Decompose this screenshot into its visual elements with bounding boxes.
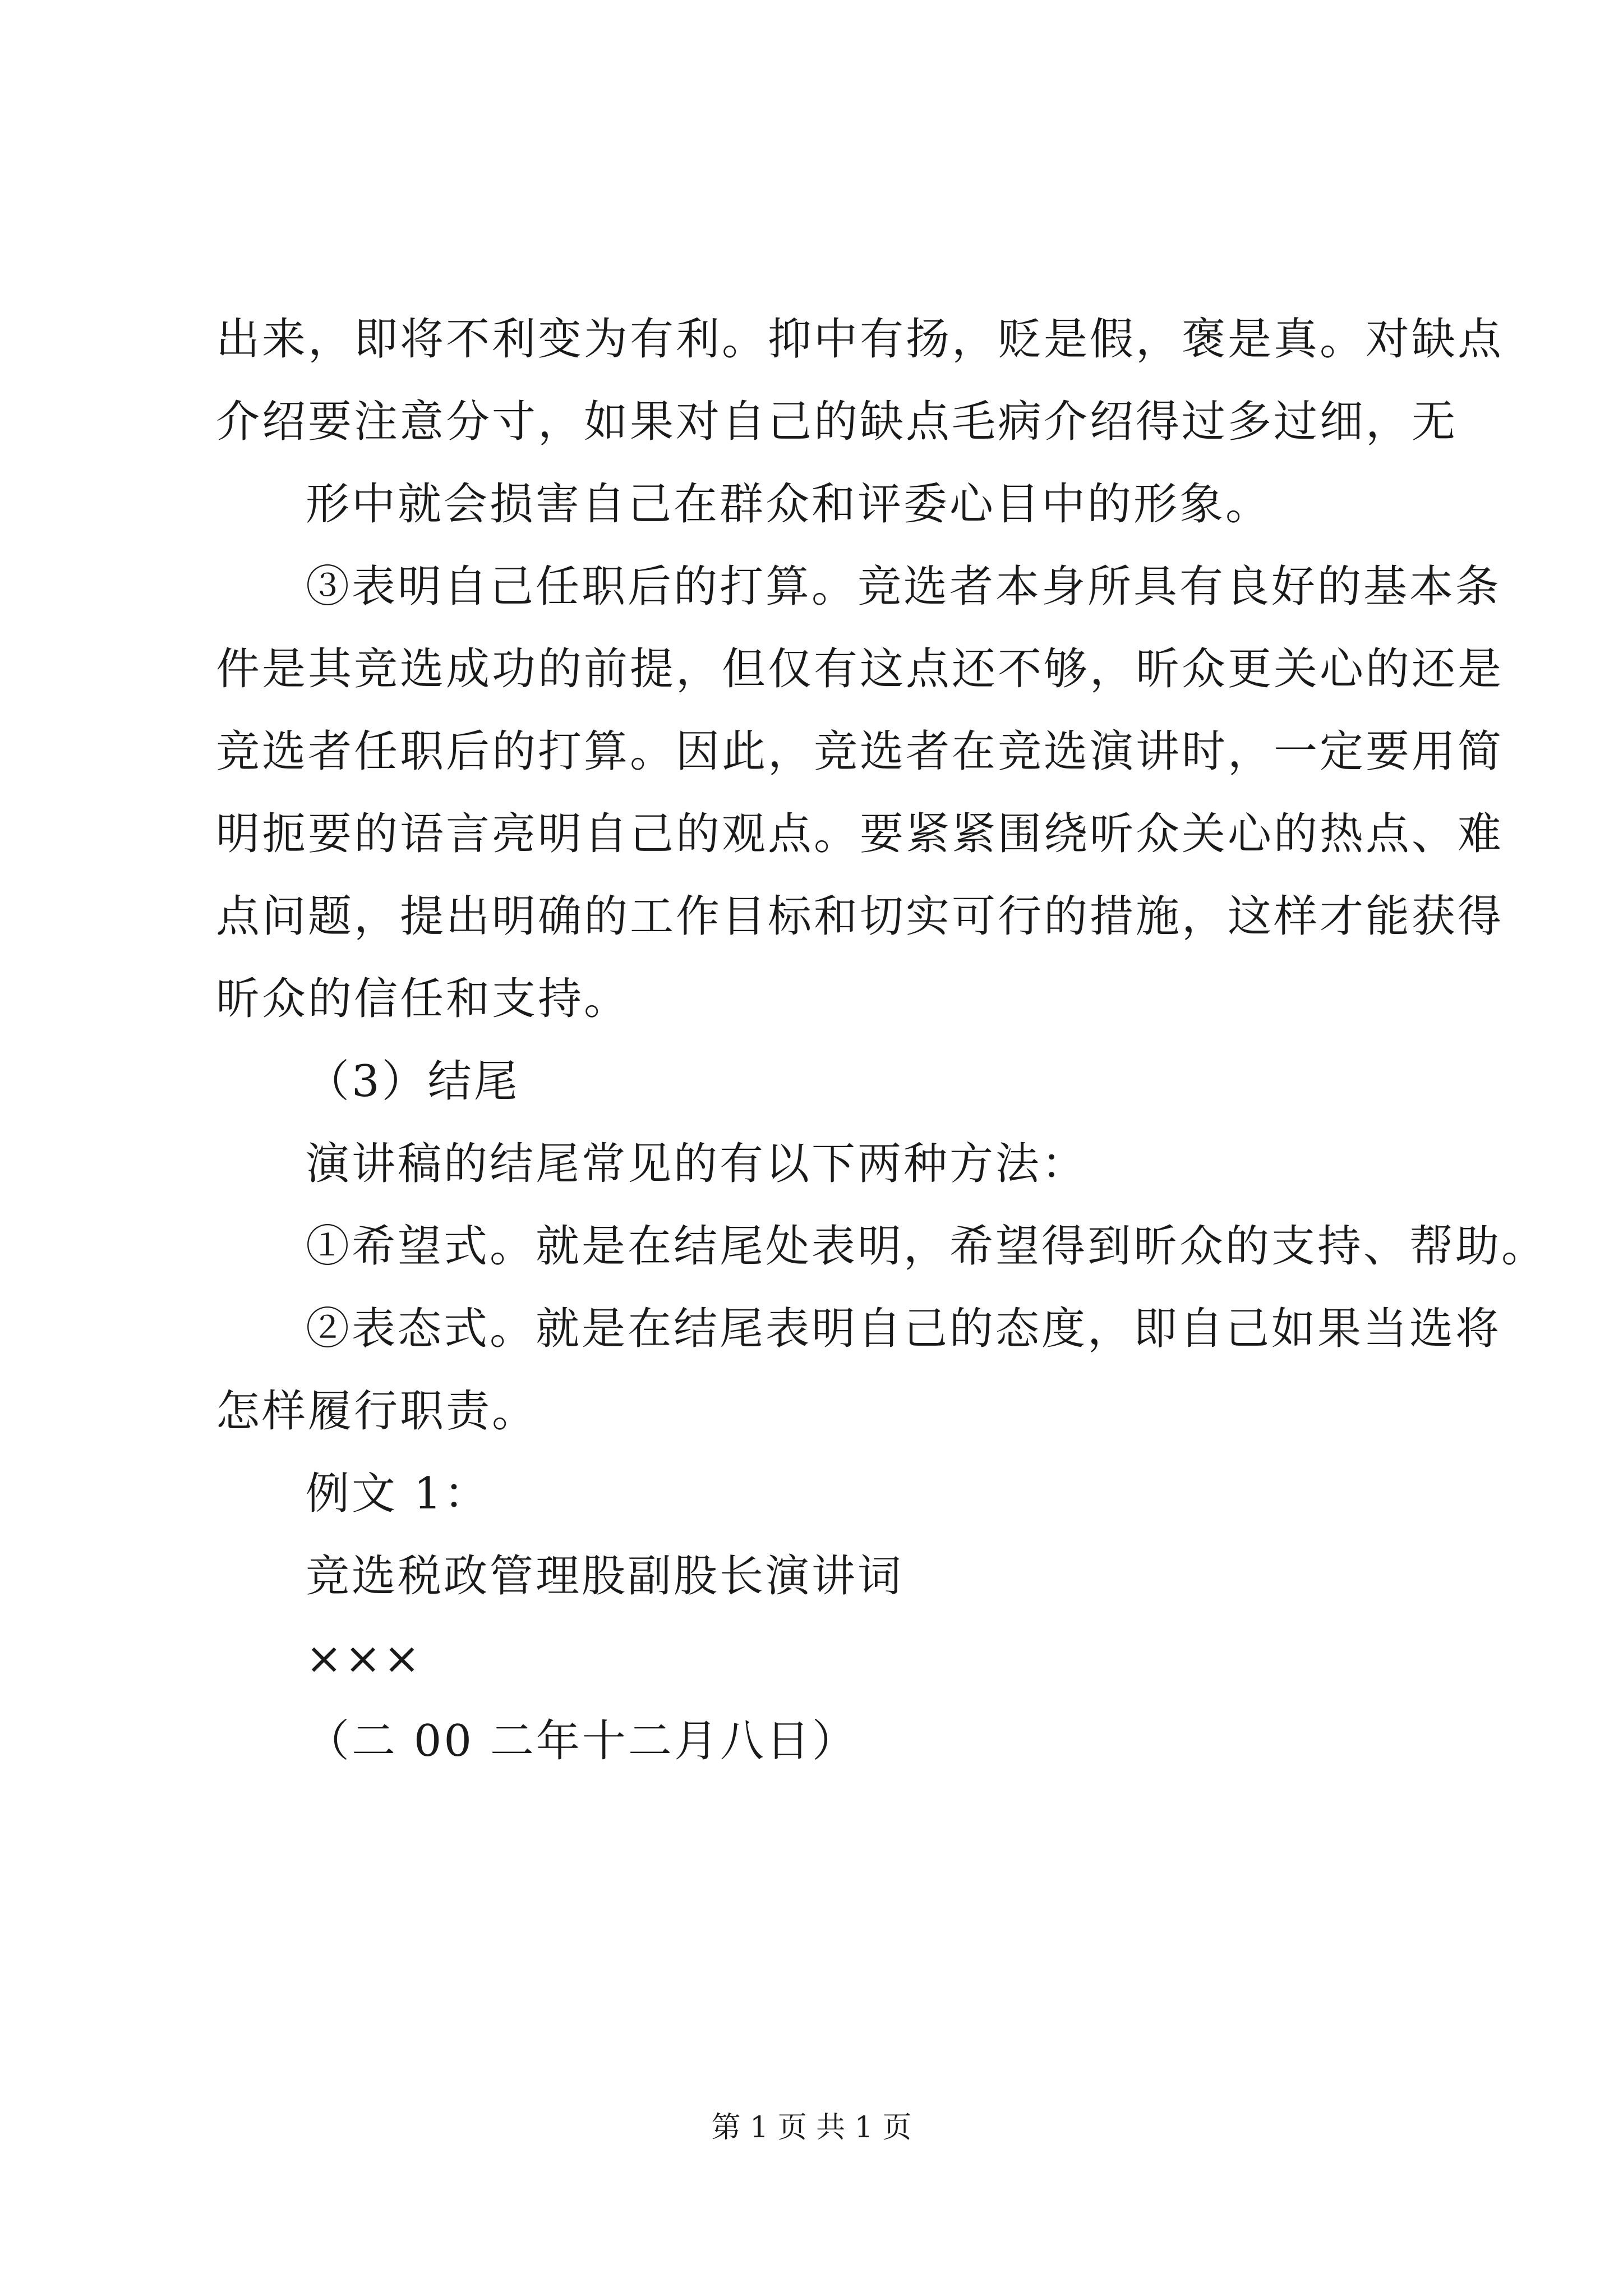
author-name: ×××	[306, 1634, 423, 1684]
paragraph-line: ③表明自己任职后的打算。竞选者本身所具有良好的基本条	[306, 562, 1502, 612]
paragraph-line: ②表态式。就是在结尾表明自己的态度，即自己如果当选将	[306, 1304, 1502, 1354]
paragraph-line: 点问题，提出明确的工作目标和切实可行的措施，这样才能获得	[216, 891, 1504, 942]
page-footer: 第 1 页 共 1 页	[711, 2111, 912, 2145]
paragraph-line: 昕众的信任和支持。	[216, 974, 630, 1024]
paragraph-line: 演讲稿的结尾常见的有以下两种方法：	[306, 1139, 1088, 1189]
paragraph-line: 件是其竞选成功的前提，但仅有这点还不够，昕众更关心的还是	[216, 644, 1504, 694]
paragraph-line: 明扼要的语言亮明自己的观点。要紧紧围绕听众关心的热点、难	[216, 809, 1504, 859]
paragraph-line: 形中就会损害自己在群众和评委心目中的形象。	[306, 479, 1272, 530]
paragraph-line: 介绍要注意分寸，如果对自己的缺点毛病介绍得过多过细，无	[216, 397, 1458, 447]
paragraph-line: 怎样履行职责。	[216, 1386, 538, 1437]
paragraph-line: 竞选者任职后的打算。因此，竞选者在竞选演讲时，一定要用简	[216, 726, 1504, 777]
paragraph-line: ①希望式。就是在结尾处表明，希望得到昕众的支持、帮助。	[306, 1221, 1548, 1272]
section-heading: （3）结尾	[306, 1056, 520, 1107]
example-label: 例文 1：	[306, 1469, 490, 1519]
paragraph-line: 出来，即将不利变为有利。抑中有扬，贬是假，褒是真。对缺点	[216, 314, 1504, 365]
speech-title: 竞选税政管理股副股长演讲词	[306, 1551, 904, 1602]
speech-date: （二 00 二年十二月八日）	[306, 1716, 858, 1766]
